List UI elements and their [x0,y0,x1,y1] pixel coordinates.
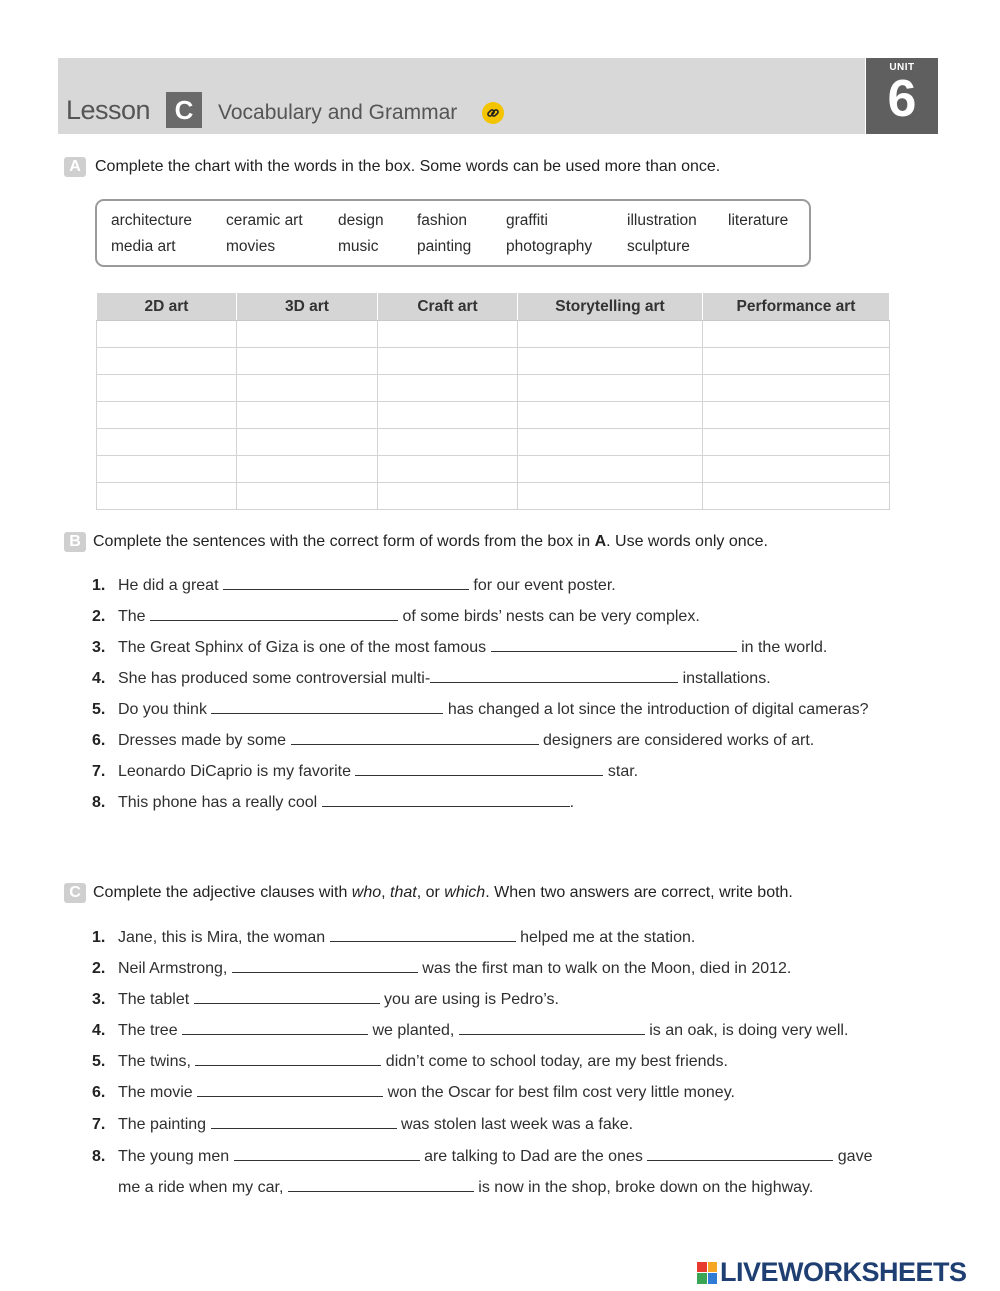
unit-number: 6 [887,70,917,128]
sentence-text: Leonardo DiCaprio is my favorite [118,763,356,780]
word-box-word: architecture [111,212,192,229]
sentence-text: The young men [118,1148,234,1165]
answer-blank[interactable] [322,805,570,807]
sentence-text: Neil Armstrong, [118,960,232,977]
answer-blank[interactable] [211,712,443,714]
instruction-text: Complete the sentences with the correct form of words from the box in [93,533,595,550]
chart-cell[interactable] [703,348,890,375]
chart-cell[interactable] [703,429,890,456]
chart-cell[interactable] [518,348,703,375]
chart-cell[interactable] [518,375,703,402]
answer-blank[interactable] [288,1190,474,1192]
instruction-text: Complete the adjective clauses with [93,884,352,901]
answer-blank[interactable] [182,1033,368,1035]
answer-blank[interactable] [491,650,737,652]
sentence-text: has changed a lot since the introduction of digital cameras? [443,701,869,718]
sentence-b-2 [92,608,700,626]
link-icon[interactable] [482,102,504,124]
chart-row [97,402,890,429]
sentence-text: The painting [118,1116,211,1133]
lesson-title: Vocabulary and Grammar [218,101,458,124]
chart-cell[interactable] [518,456,703,483]
answer-blank[interactable] [195,1064,381,1066]
chart-cell[interactable] [518,402,703,429]
word-box-word: graffiti [506,212,548,229]
sentence-text: won the Oscar for best film cost very little money. [383,1084,735,1101]
chart-cell[interactable] [378,321,518,348]
sentence-b-3 [92,639,827,657]
sentence-c-4 [92,1022,848,1040]
sentence-text: Dresses made by some [118,732,291,749]
chart-cell[interactable] [378,375,518,402]
chart-cell[interactable] [237,321,378,348]
chart-header-row [97,293,890,321]
sentence-text: me a ride when my car, [118,1179,288,1196]
section-a-instruction: Complete the chart with the words in the box. Some words can be used more than once. [95,158,721,175]
sentence-text: The movie [118,1084,198,1101]
logo-square [708,1262,718,1273]
chart-cell[interactable] [378,456,518,483]
sentence-text: we planted, [368,1022,459,1039]
answer-blank[interactable] [330,940,516,942]
word-box-word: ceramic art [226,212,303,229]
sentence-c-8-continuation [118,1179,813,1197]
section-a-badge: A [64,157,86,177]
answer-blank[interactable] [194,1002,380,1004]
chart-cell[interactable] [237,402,378,429]
word-box-word: fashion [417,212,467,229]
answer-blank[interactable] [430,681,678,683]
item-number: 6. [92,732,106,749]
chain-link-glyph [486,106,500,120]
chart-cell[interactable] [97,429,237,456]
chart-header-craft-art: Craft art [378,293,518,321]
word-box-word: literature [728,212,789,229]
sentence-text: you are using is Pedro’s. [379,991,559,1008]
item-number: 5. [92,701,106,718]
chart-cell[interactable] [378,348,518,375]
sentence-text: of some birds’ nests can be very complex. [398,608,700,625]
word-box-word: movies [226,238,276,255]
answer-blank[interactable] [232,971,418,973]
chart-row [97,483,890,510]
sentence-c-1 [92,929,695,947]
chart-cell[interactable] [237,375,378,402]
instruction-italic-which: which [444,884,486,901]
unit-label: UNIT [889,62,915,73]
answer-blank[interactable] [291,743,539,745]
sentence-c-8 [92,1148,872,1166]
chart-cell[interactable] [518,483,703,510]
sentence-text: is an oak, is doing very well. [644,1022,849,1039]
word-box [95,199,811,267]
sentence-b-1 [92,577,616,595]
sentence-text: She has produced some controversial multi- [118,670,431,687]
sentence-c-2 [92,960,791,978]
instruction-italic-that: that [390,884,417,901]
sentence-text: are talking to Dad are the ones [419,1148,648,1165]
item-number: 4. [92,1022,106,1039]
sentence-text: designers are considered works of art. [538,732,815,749]
answer-blank[interactable] [459,1033,645,1035]
chart-cell[interactable] [97,483,237,510]
chart-cell[interactable] [703,456,890,483]
item-number: 1. [92,577,106,594]
item-number: 2. [92,608,106,625]
section-b-badge: B [64,532,86,552]
sentence-c-6 [92,1084,735,1102]
word-box-word: sculpture [627,238,690,255]
sentence-b-8 [92,794,574,812]
chart-cell[interactable] [97,402,237,429]
sentence-text: for our event poster. [468,577,616,594]
chart-cell[interactable] [97,348,237,375]
chart-cell[interactable] [703,483,890,510]
liveworksheets-logo[interactable] [697,1257,967,1288]
answer-blank[interactable] [647,1159,833,1161]
sentence-b-7 [92,763,638,781]
item-number: 1. [92,929,106,946]
chart-header-storytelling-art: Storytelling art [518,293,703,321]
chart-cell[interactable] [97,375,237,402]
instruction-text: , [381,884,391,901]
chart-cell[interactable] [237,483,378,510]
chart-header-2d-art: 2D art [97,293,237,321]
sentence-text: didn’t come to school today, are my best friends. [381,1053,728,1070]
chart-cell[interactable] [237,456,378,483]
chart-header-performance-art: Performance art [703,293,890,321]
chart-row [97,321,890,348]
item-number: 7. [92,1116,106,1133]
section-b-instruction [93,533,768,551]
sentence-text: was stolen last week was a fake. [396,1116,634,1133]
unit-badge [866,58,938,134]
chart-cell[interactable] [703,321,890,348]
instruction-italic-who: who [351,884,382,901]
chart-cell[interactable] [703,375,890,402]
sentence-text: The twins, [118,1053,196,1070]
logo-text: LIVEWORKSHEETS [720,1257,967,1287]
word-box-word: photography [506,238,593,255]
sentence-text: helped me at the station. [515,929,696,946]
sentence-text: is now in the shop, broke down on the highway. [473,1179,814,1196]
chart-cell[interactable] [518,429,703,456]
logo-mark-icon [697,1262,717,1284]
section-c-instruction [93,884,793,902]
lesson-letter-badge: C [166,92,202,128]
sentence-text: The Great Sphinx of Giza is one of the most famous [118,639,491,656]
answer-blank[interactable] [197,1095,383,1097]
category-chart [96,292,889,497]
chart-row [97,429,890,456]
chart-row [97,456,890,483]
sentence-text: He did a great [118,577,223,594]
sentence-text: . [569,794,575,811]
answer-blank[interactable] [355,774,603,776]
sentence-text: in the world. [736,639,828,656]
sentence-text: Jane, this is Mira, the woman [118,929,330,946]
sentence-text: star. [603,763,639,780]
chart-cell[interactable] [237,348,378,375]
sentence-c-7 [92,1116,633,1134]
answer-blank[interactable] [223,588,469,590]
section-c-badge: C [64,883,86,903]
item-number: 6. [92,1084,106,1101]
chart-cell[interactable] [378,483,518,510]
lesson-word: Lesson [66,95,151,125]
item-number: 8. [92,1148,106,1165]
instruction-bold: A [594,533,607,550]
word-box-word: design [338,212,384,229]
word-box-word: media art [111,238,176,255]
instruction-text: . When two answers are correct, write both. [485,884,793,901]
item-number: 3. [92,639,106,656]
chart-cell[interactable] [518,321,703,348]
logo-square [697,1273,707,1284]
chart-cell[interactable] [237,429,378,456]
sentence-text: This phone has a really cool [118,794,322,811]
item-number: 8. [92,794,106,811]
chart-cell[interactable] [703,402,890,429]
sentence-c-5 [92,1053,728,1071]
sentence-text: Do you think [118,701,212,718]
item-number: 3. [92,991,106,1008]
chart-cell[interactable] [97,321,237,348]
item-number: 2. [92,960,106,977]
sentence-text: installations. [678,670,771,687]
sentence-text: was the first man to walk on the Moon, died in 2012. [417,960,792,977]
chart-row [97,348,890,375]
sentence-text: gave [833,1148,873,1165]
sentence-text: The [118,608,151,625]
sentence-b-6 [92,732,814,750]
instruction-text: , or [416,884,445,901]
word-box-word: illustration [627,212,697,229]
sentence-b-4 [92,670,771,688]
sentence-text: The tree [118,1022,183,1039]
chart-cell[interactable] [97,456,237,483]
sentence-c-3 [92,991,559,1009]
chart-cell[interactable] [378,429,518,456]
chart-header-3d-art: 3D art [237,293,378,321]
item-number: 4. [92,670,106,687]
instruction-text: . Use words only once. [606,533,768,550]
chart-cell[interactable] [378,402,518,429]
word-box-word: painting [417,238,472,255]
answer-blank[interactable] [234,1159,420,1161]
answer-blank[interactable] [211,1127,397,1129]
sentence-text: The tablet [118,991,194,1008]
sentence-b-5 [92,701,869,719]
item-number: 7. [92,763,106,780]
logo-square [697,1262,707,1273]
word-box-word: music [338,238,379,255]
logo-square [708,1273,718,1284]
answer-blank[interactable] [150,619,398,621]
item-number: 5. [92,1053,106,1070]
chart-row [97,375,890,402]
